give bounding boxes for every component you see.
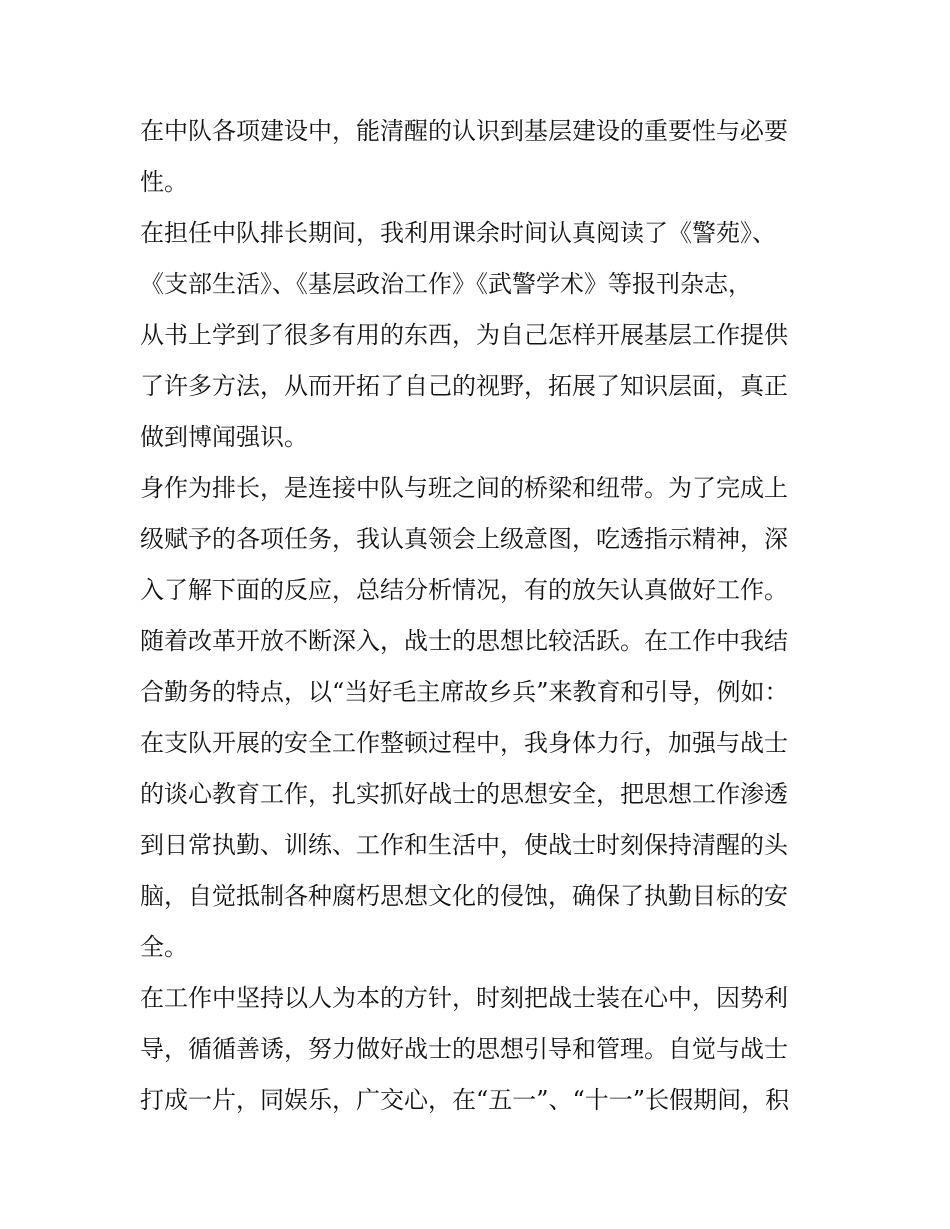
text-line: 在中队各项建设中，能清醒的认识到基层建设的重要性与必要 [140,117,788,145]
text-line: 全。 [140,933,188,961]
paragraph-1 [140,106,812,208]
text-line: 到日常执勤、训练、工作和生活中，使战士时刻保持清醒的头 [140,831,788,859]
text-line: 打成一片，同娱乐，广交心，在“五一”、“十一”长假期间，积 [140,1086,790,1114]
text-line: 了许多方法，从而开拓了自己的视野，拓展了知识层面，真正 [140,372,788,400]
text-line: 随着改革开放不断深入，战士的思想比较活跃。在工作中我结 [140,627,788,655]
paragraph-3 [140,463,812,616]
paragraph-5 [140,973,812,1126]
text-line: 合勤务的特点，以“当好毛主席故乡兵”来教育和引导，例如： [140,678,789,706]
text-line: 在支队开展的安全工作整顿过程中，我身体力行，加强与战士 [140,729,788,757]
text-line: 从书上学到了很多有用的东西，为自己怎样开展基层工作提供 [140,321,788,349]
text-line: 在工作中坚持以人为本的方针，时刻把战士装在心中，因势利 [140,984,788,1012]
document-body [140,106,812,1126]
text-line: 入了解下面的反应，总结分析情况，有的放矢认真做好工作。 [140,576,788,604]
text-line: 身作为排长，是连接中队与班之间的桥梁和纽带。为了完成上 [140,474,788,502]
text-line: 《支部生活》、《基层政治工作》《武警学术》等报刊杂志， [140,270,752,298]
text-line: 的谈心教育工作，扎实抓好战士的思想安全，把思想工作渗透 [140,780,788,808]
text-line: 脑，自觉抵制各种腐朽思想文化的侵蚀，确保了执勤目标的安 [140,882,788,910]
paragraph-4 [140,616,812,973]
text-line: 做到博闻强识。 [140,423,308,451]
paragraph-2 [140,208,812,463]
text-line: 级赋予的各项任务，我认真领会上级意图，吃透指示精神，深 [140,525,788,553]
text-line: 导，循循善诱，努力做好战士的思想引导和管理。自觉与战士 [140,1035,788,1063]
text-line: 性。 [140,168,188,196]
text-line: 在担任中队排长期间，我利用课余时间认真阅读了《警苑》、 [140,219,776,247]
